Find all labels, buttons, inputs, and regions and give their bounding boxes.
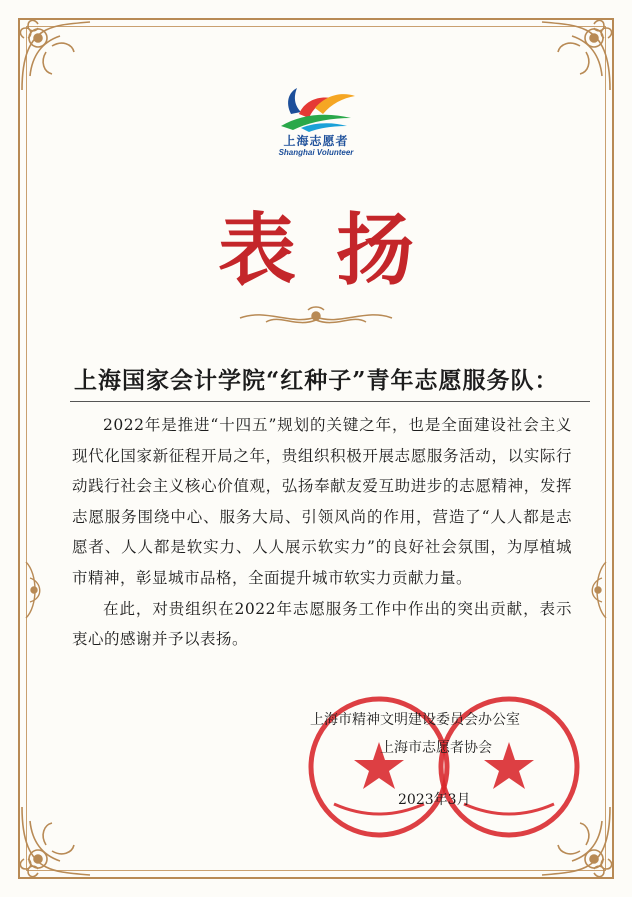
signer-org-1: 上海市精神文明建设委员会办公室 bbox=[310, 712, 520, 728]
body-paragraph: 在此，对贵组织在2022年志愿服务工作中作出的突出贡献，表示衷心的感谢并予以表扬。 bbox=[72, 599, 572, 649]
side-ornament-icon bbox=[572, 560, 612, 620]
recipient-underline bbox=[70, 401, 590, 402]
logo-text-cn: 上海志愿者 bbox=[283, 134, 349, 148]
logo-text-en: Shanghai Volunteer bbox=[278, 148, 354, 157]
volunteer-logo-icon bbox=[271, 84, 361, 134]
corner-ornament-icon bbox=[16, 16, 96, 96]
shanghai-volunteer-logo bbox=[268, 84, 364, 164]
title-divider-ornament-icon bbox=[236, 304, 396, 330]
recipient-name: 上海国家会计学院“红种子”青年志愿服务队： bbox=[74, 367, 559, 394]
signer-org-2: 上海市志愿者协会 bbox=[380, 740, 492, 756]
corner-ornament-icon bbox=[16, 801, 96, 881]
side-ornament-icon bbox=[20, 560, 60, 620]
corner-ornament-icon bbox=[536, 16, 616, 96]
issue-date: 2023年3月 bbox=[398, 792, 471, 808]
certificate-title: 表扬 bbox=[217, 205, 454, 296]
certificate-body bbox=[72, 410, 572, 655]
body-paragraph: 2022年是推进“十四五”规划的关键之年，也是全面建设社会主义现代化国家新征程开局之年，贵组织积极开展志愿服务活动，以实际行动践行社会主义核心价值观，弘扬奉献友爱互助进步的志愿精神，发挥志愿服务围绕中心、服务大局、引领风尚的作用，营造了“人人都是志愿者、人人都是软实力、人人展示软实力”的良好社会氛围，为厚植城市精神，彰显城市品格，全面提升城市软实力贡献力量。 bbox=[72, 416, 572, 587]
